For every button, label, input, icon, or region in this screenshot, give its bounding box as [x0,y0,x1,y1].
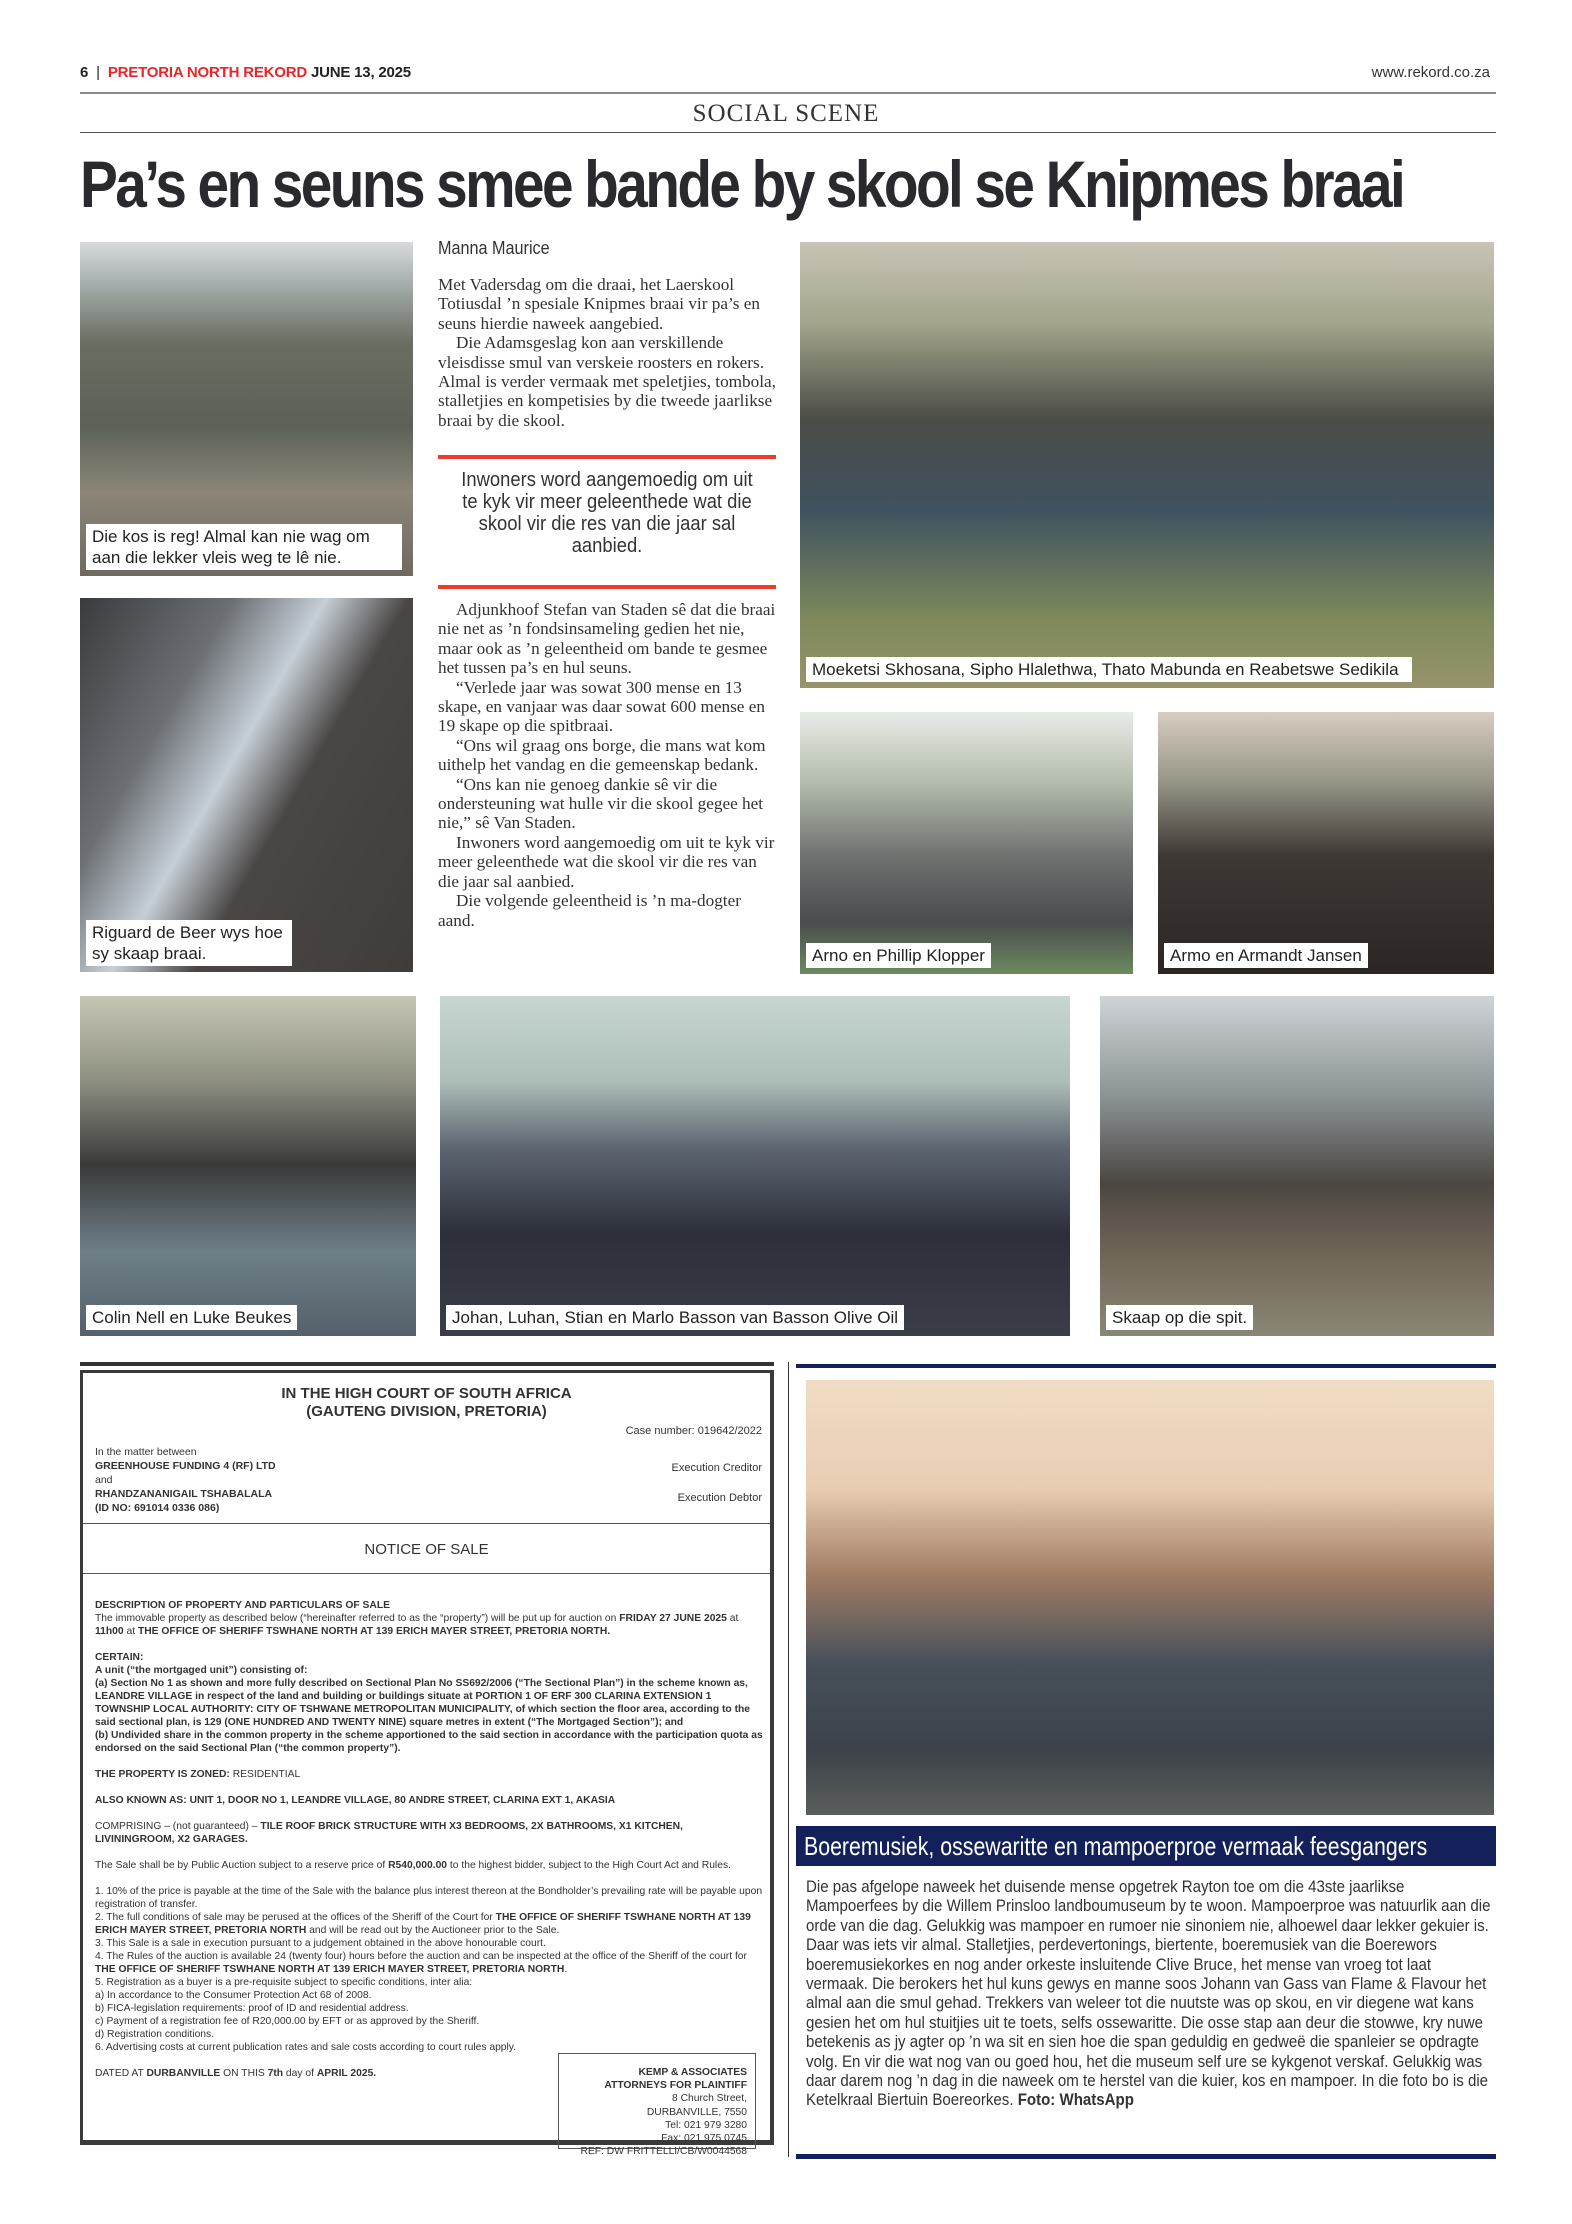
creditor-name: GREENHOUSE FUNDING 4 (RF) LTD [95,1460,276,1472]
certain-heading: CERTAIN: [95,1652,144,1663]
address: ALSO KNOWN AS: UNIT 1, DOOR NO 1, LEANDRE VILLAGE, 80 ANDRE STREET, CLARINA EXT 1, AKASIA [95,1795,616,1806]
paragraph: “Ons kan nie genoeg dankie sê vir die ondersteuning wat hulle vir die skool gegee het nie,” sê Van Staden. [438,774,764,833]
text: at [123,1626,138,1637]
divider [83,1573,770,1574]
condition-2 [95,1911,765,1937]
parties [95,1445,276,1515]
notice-body [95,1599,765,2093]
unit-line: A unit (“the mortgaged unit”) consisting of: [95,1665,308,1676]
story2-body [806,1878,1496,2111]
text: and will be read out by the Auctioneer prior to the Sale. [306,1925,560,1936]
attorney-ref: REF: DW FRITTELLI/CB/W0044568 [580,2146,747,2158]
publication-name: PRETORIA NORTH REKORD [107,64,308,81]
section-title: SOCIAL SCENE [692,100,880,127]
photo-caption: Armo en Armandt Jansen [1164,943,1368,968]
photo-caption: Johan, Luhan, Stian en Marlo Basson van Basson Olive Oil [446,1305,904,1330]
dated-day: 7th [267,2068,284,2079]
reserve-price-line [95,1859,765,1872]
photo-caption: Die kos is reg! Almal kan nie wag om aan die lekker vleis weg te lê nie. [86,524,402,570]
notice-top-bar [80,1362,774,1366]
court-division: (GAUTENG DIVISION, PRETORIA) [306,1403,547,1420]
photo-nell-beukes [80,996,416,1336]
auction-date: FRIDAY 27 JUNE 2025 [619,1613,727,1624]
website-link[interactable]: www.rekord.co.za [1371,64,1490,81]
text: DATED AT [95,2068,147,2079]
notice-title: NOTICE OF SALE [364,1541,489,1558]
condition-1: 1. 10% of the price is payable at the time of the Sale with the balance plus interest thereon at the Bondholder’s prevailing rate will be payable upon registration of transfer. [95,1886,763,1910]
photo-riguard-braai [80,598,413,972]
column-divider [788,1362,789,2157]
section-b: (b) Undivided share in the common property in the scheme apportioned to the said section in accordance with the participation quota as endorsed on the said Sectional Plan (“the common property”). [95,1730,763,1754]
condition-5a: a) In accordance to the Consumer Protection Act 68 of 2008. [95,1990,372,2001]
auction-venue: THE OFFICE OF SHERIFF TSWHANE NORTH AT 139 ERICH MAYER STREET, PRETORIA NORTH. [137,1626,611,1637]
condition-5d: d) Registration conditions. [95,2029,215,2040]
photo-jansen [1158,712,1494,974]
condition-5c: c) Payment of a registration fee of R20,000.00 by EFT or as approved by the Sheriff. [95,2016,480,2027]
debtor-id: (ID NO: 691014 0336 086) [95,1502,220,1514]
attorney-role: ATTORNEYS FOR PLAINTIFF [604,2080,747,2092]
text: ON THIS [220,2068,268,2079]
photo-food-queue [80,242,413,576]
section-rule [80,132,1496,133]
story2-paragraph: Die pas afgelope naweek het duisende mense opgetrek Rayton toe om die 43ste jaarlikse Mampoerfees by die Willem Prinsloo landboumuseum by te woon. Mampoerproe was natuurlik aan die orde van die dag. Gelukkig was mampoer en rumoer nie sinoniem nie, alhoewel daar lekker gekuier is. Daar was iets vir almal. Stalletjies, perdevertonings, biertente, boeremusiek van die Boerewors boeremusiekorkes en nog ander orkeste insluitende Clive Bruce, het mense van vroeg tot laat vermaak. Die berokers het hul kuns gewys en manne soos Johann van Gass van Flame & Flavour het almal aan die smul gehad. Trekkers van weleer tot die nuutste was op skou, en vir diegene wat kans gesien het om hul stuitjies uit te toets, selfs ossewaritte. Die osse stap aan deur die stowwe, kry nuwe betekenis as jy agter op ’n wa sit en sien hoe die span geduldig en gedweë die spanleier se opdragte volg. En vir die wat nog van ou goed hou, het die museum self ure se kykgenot verskaf. Gelukkig was daar darem nog ’n dag in die naweek om te herstel van die kuier, kos en mampoer. In die foto bo is die Ketelkraal Biertuin Boereorkes. [806,1878,1491,2110]
dated-place: DURBANVILLE [146,2068,221,2079]
photo-basson-family [440,996,1070,1336]
attorney-city: DURBANVILLE, 7550 [646,2106,747,2118]
story2-title-text: Boeremusiek, ossewaritte en mampoerproe vermaak feesgangers [804,1831,1428,1861]
court-name: IN THE HIGH COURT OF SOUTH AFRICA [281,1385,572,1402]
photo-caption: Arno en Phillip Klopper [806,943,991,968]
zoned-label: THE PROPERTY IS ZONED: [95,1769,230,1780]
zoning [95,1768,765,1781]
attorney-street: 8 Church Street, [672,2093,747,2105]
paragraph: “Verlede jaar was sowat 300 mense en 13 skape, en vanjaar was daar sowat 600 mense en 19 skape op die spitbraai. [438,677,765,736]
story2-text [806,1878,1496,2111]
paragraph: “Ons wil graag ons borge, die mans wat kom uithelp het vandag en die gemeenskap bedank. [438,735,766,775]
attorney-fax: Fax: 021 975 0745 [661,2133,747,2145]
matter-between: In the matter between [95,1446,197,1458]
page-folio [80,64,411,81]
section-a: (a) Section No 1 as shown and more fully described on Sectional Plan No SS692/2006 (“The Sectional Plan”) in the scheme known as, LEANDRE VILLAGE in respect of the land and building or buildings situate at PORTION 1 OF ERF 300 CLARINA EXTENSION 1 TOWNSHIP LOCAL AUTHORITY: CITY OF TSHWANE METROPOLITAN MUNICIPALITY, of which section the floor area, according to the said sectional plan, is 129 (ONE HUNDRED AND TWENTY NINE) square metres in extent (“The Mortgaged Section”); and [95,1678,751,1728]
also-known-as [95,1794,765,1807]
description-heading: DESCRIPTION OF PROPERTY AND PARTICULARS OF SALE [95,1600,391,1611]
pull-quote [438,455,776,589]
article-body-top [438,275,776,430]
creditor-role: Execution Creditor [671,1462,762,1474]
paragraph: Adjunkhoof Stefan van Staden sê dat die braai nie net as ’n fondsinsameling gedien het nie, maar ook as ’n geleentheid om bande te gesmee het tussen pa’s en hul seuns. [438,600,776,678]
photo-group-chairs [800,242,1494,688]
story2-top-rule [796,1364,1496,1368]
story2-bottom-rule [796,2154,1496,2159]
paragraph: Die Adamsgeslag kon aan verskillende vleisdisse smul van verskeie roosters en rokers. Almal is verder vermaak met speletjies, tombola, stalletjies en kompetisies by die tweede jaarlikse braai by die skool. [438,333,776,430]
condition-3: 3. This Sale is a sale in execution pursuant to a judgement obtained in the above honourable court. [95,1938,546,1949]
text: . [564,1964,568,1975]
sheriff-office: THE OFFICE OF SHERIFF TSWHANE NORTH AT 139 ERICH MAYER STREET, PRETORIA NORTH [95,1912,751,1936]
text: day of [283,2068,317,2079]
case-number: Case number: 019642/2022 [625,1425,762,1437]
photo-spit-sheep [1100,996,1494,1336]
photo-boereorkes-band [806,1380,1494,1815]
debtor-name: RHANDZANANIGAIL TSHABALALA [95,1488,273,1500]
text: The immovable property as described below (“hereinafter referred to as the “property”) will be put up for auction on [95,1613,620,1624]
story2-headline [796,1826,1496,1866]
party-roles [672,1461,763,1505]
and-label: and [95,1474,113,1486]
reserve-price: R540,000.00 [388,1860,448,1871]
comprising-label: COMPRISING – (not guaranteed) – [95,1821,261,1832]
attorney-box [558,2053,756,2158]
photo-caption: Riguard de Beer wys hoe sy skaap braai. [86,920,292,966]
pull-quote-text: Inwoners word aangemoedig om uit te kyk vir meer geleenthede wat die skool vir die res van die jaar sal aanbied. [461,469,753,557]
condition-5b: b) FICA-legislation requirements: proof of ID and residential address. [95,2003,409,2014]
photo-caption: Moeketsi Skhosana, Sipho Hlalethwa, Thato Mabunda en Reabetswe Sedikila [806,657,1412,682]
text: The Sale shall be by Public Auction subject to a reserve price of [95,1860,389,1871]
sheriff-office: THE OFFICE OF SHERIFF TSWHANE NORTH AT 139 ERICH MAYER STREET, PRETORIA NORTH [95,1964,565,1975]
paragraph: Die volgende geleentheid is ’n ma-dogter aand. [438,891,741,930]
photo-credit: Foto: WhatsApp [1017,2091,1134,2110]
article-body-bottom [438,600,776,930]
attorney-firm: KEMP & ASSOCIATES [638,2067,747,2078]
comprising [95,1820,765,1846]
photo-caption: Colin Nell en Luke Beukes [86,1305,297,1330]
attorney-tel: Tel: 021 979 3280 [665,2119,747,2131]
photo-klopper [800,712,1133,974]
zoned-value: RESIDENTIAL [229,1769,301,1780]
byline: Manna Maurice [438,238,550,258]
dated-month: APRIL 2025. [316,2068,377,2079]
description-block [95,1599,765,1638]
legal-notice [80,1370,774,2158]
condition-4 [95,1950,765,1976]
debtor-role: Execution Debtor [677,1492,762,1504]
text: to the highest bidder, subject to the High Court Act and Rules. [447,1860,731,1871]
text: 2. The full conditions of sale may be perused at the offices of the Sheriff of the Court for [95,1912,496,1923]
court-heading [83,1385,770,1421]
paragraph: Inwoners word aangemoedig om uit te kyk vir meer geleenthede wat die skool vir die res van die jaar sal aanbied. [438,832,775,891]
condition-6: 6. Advertising costs at current publication rates and sale costs according to court rules apply. [95,2042,517,2053]
paragraph: Met Vadersdag om die draai, het Laerskool Totiusdal ’n spesiale Knipmes braai vir pa’s en seuns hierdie naweek aangebied. [438,275,760,333]
article-headline: Pa’s en seuns smee bande by skool se Knipmes braai [80,147,1404,221]
issue-date: JUNE 13, 2025 [310,64,411,81]
folio-separator: | [96,64,100,81]
certain-block [95,1651,765,1755]
page-number: 6 [80,64,89,81]
auction-time: 11h00 [95,1626,124,1637]
header-rule [80,92,1496,94]
condition-5: 5. Registration as a buyer is a pre-requisite subject to specific conditions, inter alia: [95,1977,473,1988]
text: 4. The Rules of the auction is available 24 (twenty four) hours before the auction and can be inspected at the office of the Sheriff of the court for [95,1951,747,1962]
comprising-value: TILE ROOF BRICK STRUCTURE WITH X3 BEDROOMS, 2X BATHROOMS, X1 KITCHEN, LIVININGROOM, X2 GARAGES. [95,1821,683,1845]
divider [83,1523,770,1524]
photo-caption: Skaap op die spit. [1106,1305,1253,1330]
text: at [726,1613,739,1624]
